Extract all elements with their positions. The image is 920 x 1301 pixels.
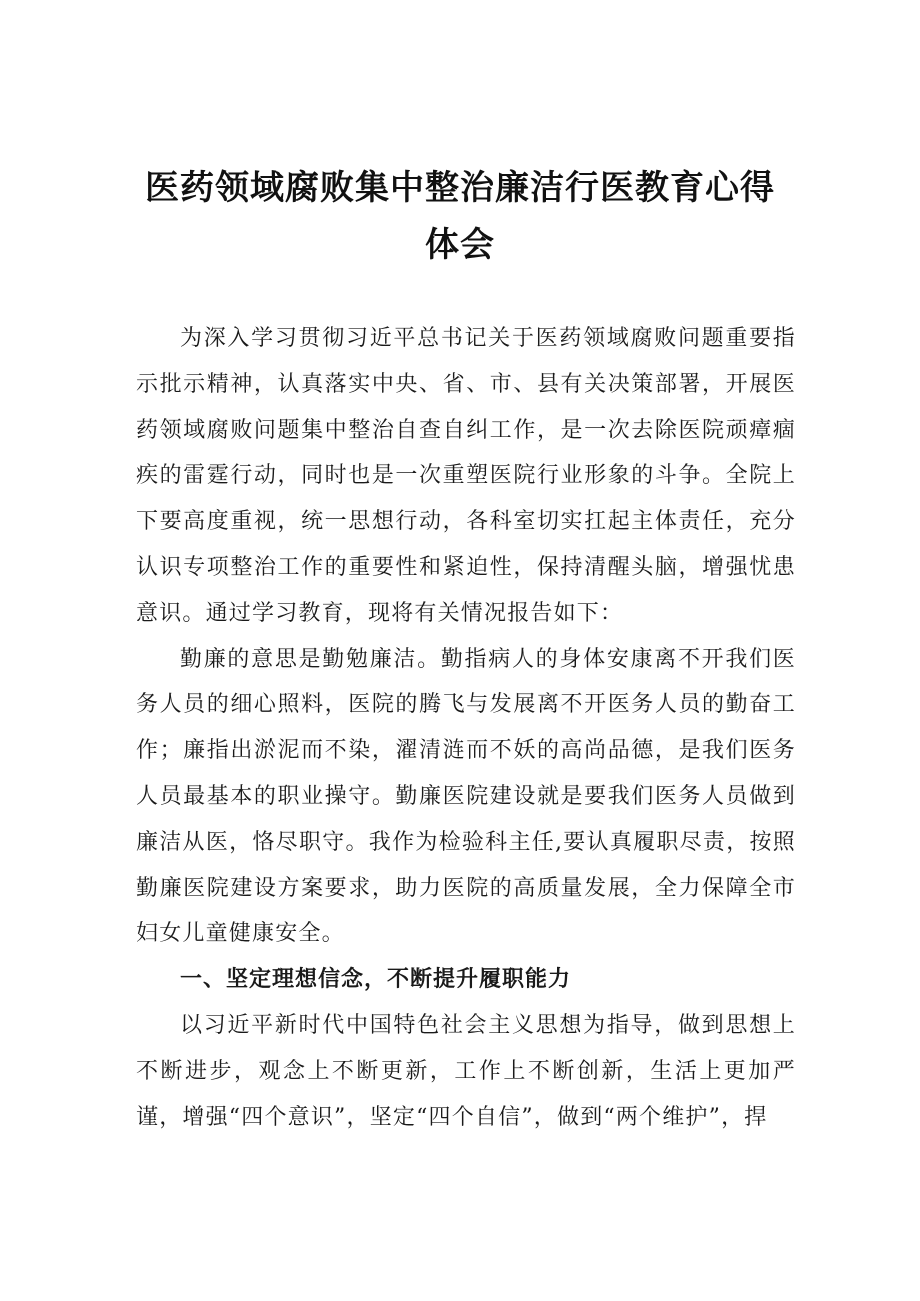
paragraph-qinlian: 勤廉的意思是勤勉廉洁。勤指病人的身体安康离不开我们医务人员的细心照料，医院的腾飞与发展离不开医务人员的勤奋工作；廉指出淤泥而不染，濯清涟而不妖的高尚品德，是我们医务人员最基本的职业操守。勤廉医院建设就是要我们医务人员做到廉洁从医，恪尽职守。我作为检验科主任,要认真履职尽责，按照勤廉医院建设方案要求，助力医院的高质量发展，全力保障全市妇女儿童健康安全。 bbox=[136, 646, 796, 947]
section-heading-1: 一、坚定理想信念，不断提升履职能力 bbox=[180, 967, 572, 993]
document-title-line1: 医药领域腐败集中整治廉洁行医教育心得 bbox=[145, 168, 775, 208]
document-body bbox=[136, 316, 796, 1140]
paragraph-section1: 以习近平新时代中国特色社会主义思想为指导，做到思想上不断进步，观念上不断更新，工作上不断创新，生活上更加严谨，增强“四个意识”，坚定“四个自信”，做到“两个维护”，捍 bbox=[136, 1012, 796, 1130]
document-title-line2: 体会 bbox=[425, 225, 495, 265]
paragraph-intro: 为深入学习贯彻习近平总书记关于医药领域腐败问题重要指示批示精神，认真落实中央、省、市、县有关决策部署，开展医药领域腐败问题集中整治自查自纠工作，是一次去除医院顽瘴痼疾的雷霆行动，同时也是一次重塑医院行业形象的斗争。全院上下要高度重视，统一思想行动，各科室切实扛起主体责任，充分认识专项整治工作的重要性和紧迫性，保持清醒头脑，增强忧患意识。通过学习教育，现将有关情况报告如下： bbox=[136, 326, 796, 626]
